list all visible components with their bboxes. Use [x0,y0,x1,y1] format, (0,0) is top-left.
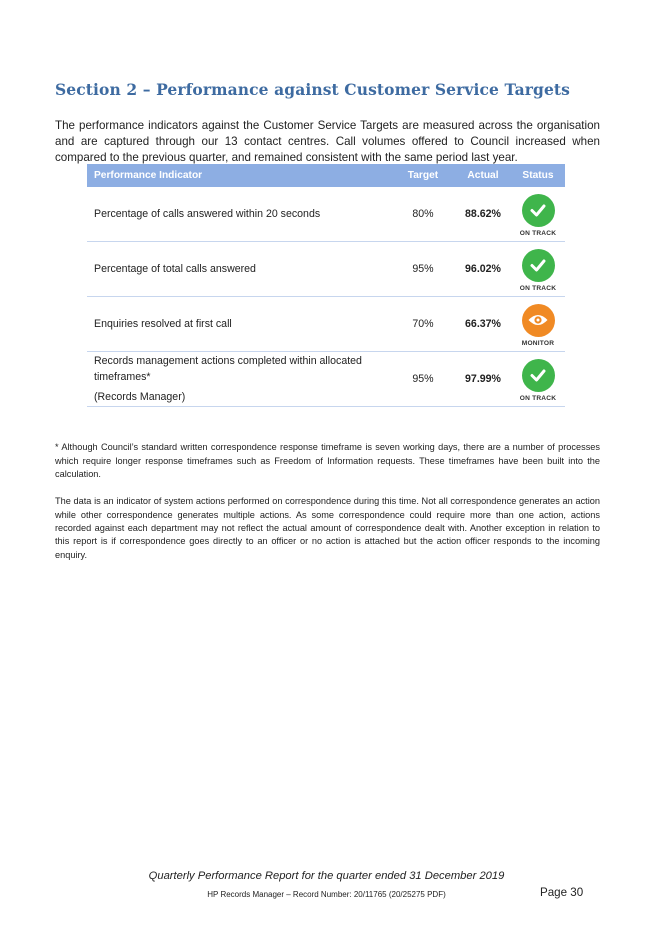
indicator-text: Percentage of calls answered within 20 seconds [94,208,321,220]
table-row [87,187,565,242]
indicator-cell [87,297,391,352]
status-indicator [522,249,555,282]
status-indicator [522,359,555,392]
section-heading: Section 2 – Performance against Customer Service Targets [55,80,570,100]
intro-paragraph: The performance indicators against the Customer Service Targets are measured across the organisation and are captured through our 13 contact centres. Call volumes offered to Council increased when compared to the previous quarter, and remained consistent with the same period last year. [55,118,600,164]
check-icon [529,256,547,274]
page-number: Page 30 [540,886,584,899]
target-cell: 95% [391,352,455,407]
status-cell [511,352,565,407]
indicator-text: Records management actions completed within allocated timeframes* [94,355,362,383]
performance-table [87,164,565,407]
header-target: Target [391,164,455,187]
check-icon [529,366,547,384]
actual-cell: 66.37% [455,297,511,352]
header-indicator: Performance Indicator [87,164,391,187]
table-row [87,352,565,407]
footer-record-number: HP Records Manager – Record Number: 20/11765 (20/25275 PDF) [207,890,446,899]
status-indicator [522,194,555,227]
actual-cell: 88.62% [455,187,511,242]
status-label: ON TRACK [519,229,557,237]
eye-icon [527,312,549,328]
indicator-cell [87,187,391,242]
table-row [87,297,565,352]
table-row [87,242,565,297]
table-header-row [87,164,565,187]
target-cell: 95% [391,242,455,297]
status-cell [511,187,565,242]
header-status: Status [511,164,565,187]
indicator-cell [87,352,391,407]
status-cell [511,242,565,297]
data-note: The data is an indicator of system actions performed on correspondence during this time. Not all correspondence generates an action while other correspondence generates multiple actions. As some correspondence could require more than one action, actions recorded against each department may not reflect the actual amount of correspondence dealt with. Another exception in relation to this report is if correspondence goes directly to an officer or no action is attached but the action officer responds to the incoming enquiry. [55,496,600,560]
target-cell: 80% [391,187,455,242]
status-indicator [522,304,555,337]
indicator-text: Percentage of total calls answered [94,263,256,275]
indicator-cell [87,242,391,297]
actual-cell: 96.02% [455,242,511,297]
status-label: MONITOR [521,339,555,347]
indicator-subtext: (Records Manager) [94,391,186,403]
footnote: * Although Council’s standard written correspondence response timeframe is seven working days, there are a number of processes which require longer response timeframes such as Freedom of Information requests. These timeframes have been built into the calculation. [55,442,600,479]
header-actual: Actual [455,164,511,187]
status-label: ON TRACK [519,284,557,292]
footer-report-title: Quarterly Performance Report for the quarter ended 31 December 2019 [148,870,505,882]
target-cell: 70% [391,297,455,352]
actual-cell: 97.99% [455,352,511,407]
indicator-text: Enquiries resolved at first call [94,318,232,330]
status-label: ON TRACK [519,394,557,402]
status-cell [511,297,565,352]
check-icon [529,201,547,219]
